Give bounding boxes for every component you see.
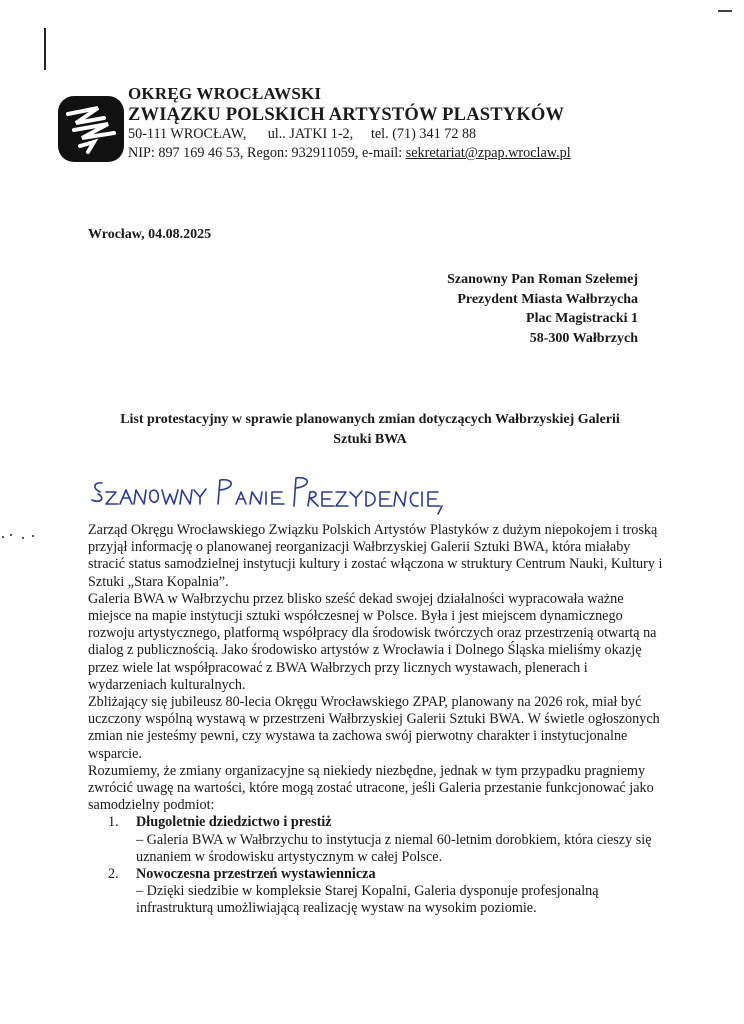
recipient-city: 58-300 Wałbrzych bbox=[529, 330, 638, 346]
body-paragraph-2: Galeria BWA w Wałbrzychu przez blisko sześć dekad swojej działalności wypracowała ważne miejsce na mapie instytucji sztuki współczesnej w Polsce. Była i jest miejscem dynamicznego rozwoju artystycznego, platformą współpracy dla środowisk twórczych oraz przestrzenią otwartą na dialog z publicznością. Jako środowisko artystów z Wrocławia i Dolnego Śląska mieliśmy okazję przez wiele lat współpracować z BWA Wałbrzych przy licznych wystawach, plenerach i wydarzeniach kulturalnych. bbox=[88, 590, 657, 693]
zpap-logo bbox=[58, 96, 124, 162]
scan-dust-dots bbox=[2, 534, 36, 540]
org-registration bbox=[128, 145, 571, 162]
values-list bbox=[88, 814, 668, 917]
list-item-number: 1. bbox=[108, 814, 119, 831]
letter-body bbox=[88, 522, 668, 918]
letter-subject bbox=[80, 410, 660, 449]
list-item-text: – Dzięki siedzibie w kompleksie Starej Kopalni, Galeria dysponuje profesjonalną infrastrukturą umożliwiającą realizację wystaw na wysokim poziomie. bbox=[136, 883, 599, 917]
address-city: 50-111 WROCŁAW, bbox=[128, 126, 247, 142]
list-item bbox=[88, 814, 668, 866]
org-name-line1: OKRĘG WROCŁAWSKI bbox=[128, 84, 322, 103]
list-item bbox=[88, 866, 668, 918]
recipient-block bbox=[447, 270, 638, 348]
subject-line2: Sztuki BWA bbox=[333, 431, 407, 447]
body-paragraph-4: Rozumiemy, że zmiany organizacyjne są niekiedy niezbędne, jednak w tym przypadku pragniemy zwrócić uwagę na wartości, które mogą zostać utracone, jeśli Galeria przestanie funkcjonować jako samodzielny podmiot: bbox=[88, 762, 654, 814]
email-link[interactable]: sekretariat@zpap.wroclaw.pl bbox=[405, 145, 571, 161]
body-paragraph-1: Zarząd Okręgu Wrocławskiego Związku Polskich Artystów Plastyków z dużym niepokojem i troską przyjął informację o planowanej reorganizacji Wałbrzyskiej Galerii Sztuki BWA, która miałaby stracić status samodzielnej instytucji kultury i zostać włączona w struktury Centrum Nauki, Kultury i Sztuki „Stara Kopalnia”. bbox=[88, 522, 663, 590]
address-phone: tel. (71) 341 72 88 bbox=[370, 126, 477, 142]
subject-line1: List protestacyjny w sprawie planowanych zmian dotyczących Wałbrzyskiej Galerii bbox=[120, 412, 620, 427]
salutation-handwriting bbox=[86, 470, 446, 516]
list-item-title: Długoletnie dziedzictwo i prestiż bbox=[136, 814, 332, 831]
list-item-number: 2. bbox=[108, 866, 119, 883]
handwritten-salutation bbox=[86, 470, 446, 516]
recipient-street: Plac Magistracki 1 bbox=[526, 311, 638, 326]
recipient-name: Szanowny Pan Roman Szełemej bbox=[447, 272, 638, 287]
scan-margin-mark bbox=[44, 28, 46, 70]
list-item-text: – Galeria BWA w Wałbrzychu to instytucja z niemal 60-letnim dorobkiem, która cieszy się uznaniem w środowisku artystycznym w całej Polsce. bbox=[136, 831, 652, 865]
address-street: ul.. JATKI 1-2, bbox=[267, 126, 354, 142]
scan-corner-mark bbox=[718, 10, 732, 12]
nip-regon: NIP: 897 169 46 53, Regon: 932911059, e-mail: bbox=[128, 145, 406, 161]
body-paragraph-3: Zbliżający się jubileusz 80-lecia Okręgu Wrocławskiego ZPAP, planowany na 2026 rok, miał być uczczony wspólną wystawą w przestrzeni Wałbrzyskiej Galerii Sztuki BWA. W świetle ogłoszonych zmian nie jesteśmy pewni, czy wystawa ta zachowa swój pierwotny charakter i instytucjonalne wsparcie. bbox=[88, 694, 660, 762]
letter-date: Wrocław, 04.08.2025 bbox=[88, 227, 212, 242]
list-item-title: Nowoczesna przestrzeń wystawiennicza bbox=[136, 866, 376, 883]
recipient-title: Prezydent Miasta Wałbrzycha bbox=[457, 291, 638, 307]
org-address bbox=[128, 126, 476, 143]
org-name-line2: ZWIĄZKU POLSKICH ARTYSTÓW PLASTYKÓW bbox=[128, 105, 565, 125]
